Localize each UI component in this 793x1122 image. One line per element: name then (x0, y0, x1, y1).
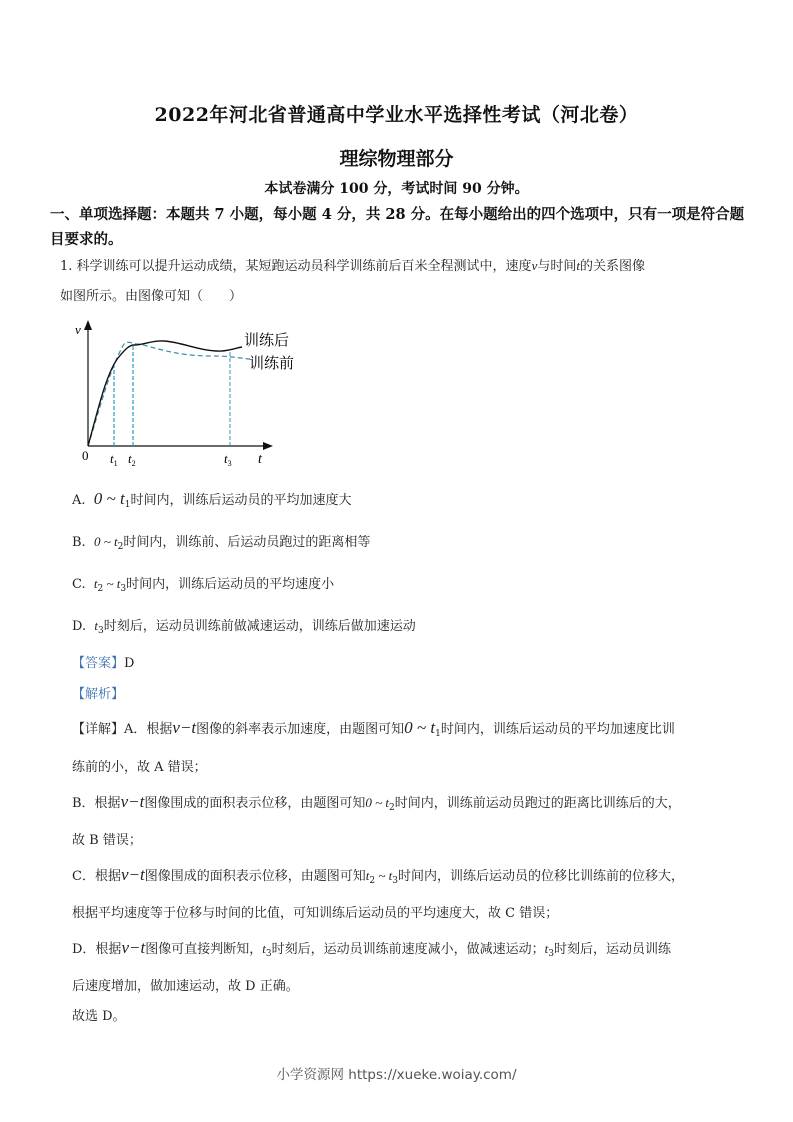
option-text: 时间内，训练后运动员的平均加速度大 (130, 493, 352, 508)
subscript: 1 (124, 500, 131, 510)
math: 0 ~ t (365, 795, 389, 810)
explanation-d-line2: 后速度增加，做加速运动，故 D 正确。 (72, 979, 299, 994)
t1-label: $t_1$ (110, 451, 118, 468)
math-vt: v−t (120, 865, 145, 884)
explanation-c-line2: 根据平均速度等于位移与时间的比值，可知训练后运动员的平均速度大，故 C 错误； (72, 906, 559, 921)
text: B．根据 (72, 796, 121, 811)
detail-tag: 【详解】 (72, 722, 125, 737)
vt-graph (72, 318, 312, 470)
option-a[interactable] (72, 489, 351, 510)
math: ~ t (375, 868, 393, 883)
subscript: 3 (548, 949, 554, 959)
subscript: 2 (369, 876, 376, 886)
analysis-tag: 【解析】 (72, 687, 125, 702)
option-label: B. (72, 535, 86, 550)
exam-title: 2022年河北省普通高中学业水平选择性考试（河北卷） (154, 104, 639, 126)
explanation-c-line1 (72, 865, 732, 886)
legend-after: 训练后 (244, 333, 290, 349)
x-axis-arrow-icon (263, 442, 273, 450)
exam-subtitle: 理综物理部分 (339, 148, 454, 170)
option-label: A. (72, 493, 86, 508)
v-axis-label: v (75, 322, 81, 337)
subscript: 3 (392, 876, 398, 886)
origin-label: 0 (82, 448, 89, 463)
text: D．根据 (72, 942, 122, 957)
text: 时刻后，运动员训练前速度减小，做减速运动； (271, 942, 545, 957)
subscript: 1 (435, 729, 441, 739)
option-math: 0 ~ t (93, 489, 125, 508)
option-math: ~ t (103, 576, 121, 591)
answer-tag: 【答案】 (72, 656, 125, 671)
math: t (365, 868, 370, 883)
math: 0 ~ t (404, 718, 436, 737)
before-training-curve (88, 342, 250, 446)
subscript: 3 (120, 584, 127, 594)
y-axis-arrow-icon (84, 320, 92, 330)
question-text: 的关系图像 (579, 259, 645, 274)
math-vt: v−t (172, 718, 197, 737)
question-number: 1. (60, 259, 73, 274)
text: 图像的斜率表示加速度，由题图可知 (196, 722, 405, 737)
text: 时间内，训练后运动员的平均加速度比训 (440, 722, 675, 737)
math: t (544, 941, 549, 956)
t3-label: $t_3$ (224, 451, 232, 468)
text: 图像可直接判断知， (145, 942, 263, 957)
subscript: 3 (265, 949, 272, 959)
option-text: 时刻后，运动员训练前做减速运动，训练后做加速运动 (103, 619, 416, 634)
option-c[interactable] (72, 573, 334, 594)
var-v: v (531, 258, 538, 273)
text: A．根据 (124, 722, 173, 737)
option-b[interactable] (72, 531, 370, 552)
subscript: 2 (388, 803, 395, 813)
math-vt: v−t (120, 792, 145, 811)
explanation-d-line1 (72, 938, 732, 959)
explanation-a-line1 (72, 718, 732, 739)
answer-value: D (124, 656, 135, 671)
explanation-conclusion: 故选 D。 (72, 1009, 126, 1024)
question-1 (60, 251, 740, 312)
t2-label: $t_2$ (128, 451, 136, 468)
analysis-line (72, 683, 124, 702)
math: t (262, 941, 266, 956)
explanation-b-line2: 故 B 错误； (72, 833, 142, 848)
question-line-1 (60, 251, 740, 282)
text: 时间内，训练后运动员的位移比训练前的位移大， (397, 869, 684, 884)
text: C．根据 (72, 869, 121, 884)
question-text: 科学训练可以提升运动成绩，某短跑运动员科学训练前后百米全程测试中，速度 (76, 259, 532, 274)
option-text: 时间内，训练后运动员的平均速度小 (126, 577, 335, 592)
after-training-curve (88, 341, 242, 446)
t-axis-label: t (258, 452, 262, 467)
section-heading: 一、单项选择题：本题共 7 小题，每小题 4 分，共 28 分。在每小题给出的四个选项中，只有一项是符合题目要求的。 (50, 206, 745, 248)
subscript: 2 (117, 542, 124, 552)
option-label: C. (72, 577, 86, 592)
explanation-a-line2: 练前的小，故 A 错误； (72, 760, 207, 775)
text: 图像围成的面积表示位移，由题图可知 (144, 869, 366, 884)
subscript: 2 (97, 584, 104, 594)
question-line-2: 如图所示。由图像可知（ ） (60, 289, 243, 304)
footer-watermark[interactable]: 小学资源网 https://xueke.woiay.com/ (276, 1067, 517, 1083)
option-text: 时间内，训练前、后运动员跑过的距离相等 (123, 535, 371, 550)
question-text: 与时间 (537, 259, 577, 274)
option-math: t (94, 618, 98, 633)
option-d[interactable] (72, 615, 416, 636)
text: 图像围成的面积表示位移，由题图可知 (144, 796, 366, 811)
explanation-b-line1 (72, 792, 732, 813)
text: 时刻后，运动员训练 (553, 942, 671, 957)
option-math: 0 ~ t (93, 534, 118, 549)
text: 时间内，训练前运动员跑过的距离比训练后的大， (394, 796, 681, 811)
subscript: 3 (97, 626, 104, 636)
option-math: t (93, 576, 98, 591)
answer-line (72, 652, 134, 671)
exam-info: 本试卷满分 100 分，考试时间 90 分钟。 (264, 181, 529, 197)
math-vt: v−t (121, 938, 146, 957)
option-label: D. (72, 619, 87, 634)
legend-before: 训练前 (249, 356, 295, 372)
var-t: t (576, 258, 580, 273)
